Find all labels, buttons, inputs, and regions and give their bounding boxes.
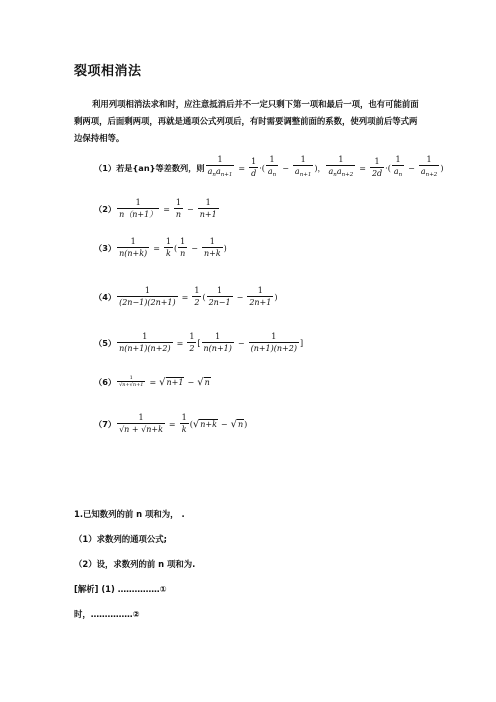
exercise-question: 1.已知数列的前 n 项和为， . [74, 509, 185, 519]
solution-line-2: 时，……………② [74, 609, 140, 619]
formula-6: （6） $\frac{1}{√n+√n+1}$ = √n+1 − √n [94, 375, 210, 388]
formula-1: （1）若是{a n }等差数列，则 $\frac{1}{a_na_{n+1}}$ = $\frac{1}{d}$ ·( $\frac{1}{a_n}$ − $\frac{1}{a_{n+1}}$ )， $\frac{1}{a_na_{n+2}}$ = $\frac{1}{2d}$ ·( $\frac{1}{a_n}$ − $\frac{1}{a_{n+2}}$ ) [94, 155, 443, 181]
formula-4: （4） $\frac{1}{(2n-1)(2n+1)}$ = $\frac{1}{2}$ ( $\frac{1}{2n-1}$ − $\frac{1}{2n+1}$ ) [94, 286, 278, 307]
solution-line-1: [解析] (1) ……………① [74, 584, 167, 594]
formula-3: （3） $\frac{1}{n(n+k)}$ = $\frac{1}{k}$ ( $\frac{1}{n}$ − $\frac{1}{n+k}$ ) [94, 237, 227, 258]
page-title: 裂项相消法 [74, 64, 142, 79]
formula-2: （2） $\frac{1}{n(n+1)}$ = $\frac{1}{n}$ − $\frac{1}{n+1}$ [94, 198, 217, 219]
exercise-part-2: （2）设，求数列的前 n 项和为. [74, 559, 196, 569]
intro-paragraph: 利用列项相消法求和时，应注意抵消后并不一定只剩下第一项和最后一项，也有可能前面剩两项，后面剩两项，再就是通项公式列项后，有时需要调整前面的系数，使列项前后等式两边保持相等。 [74, 99, 419, 143]
exercise-part-1: （1）求数列的通项公式; [74, 534, 167, 544]
formula-5: （5） $\frac{1}{n(n+1)(n+2)}$ = $\frac{1}{2}$ [ $\frac{1}{n(n+1)}$ − $\frac{1}{(n+1)(n+2)}$ ] [94, 332, 304, 353]
formula-7: （7） $\frac{1}{√n + √n+k}$ = $\frac{1}{k}$ ( √n+k − √n ) [94, 413, 248, 434]
